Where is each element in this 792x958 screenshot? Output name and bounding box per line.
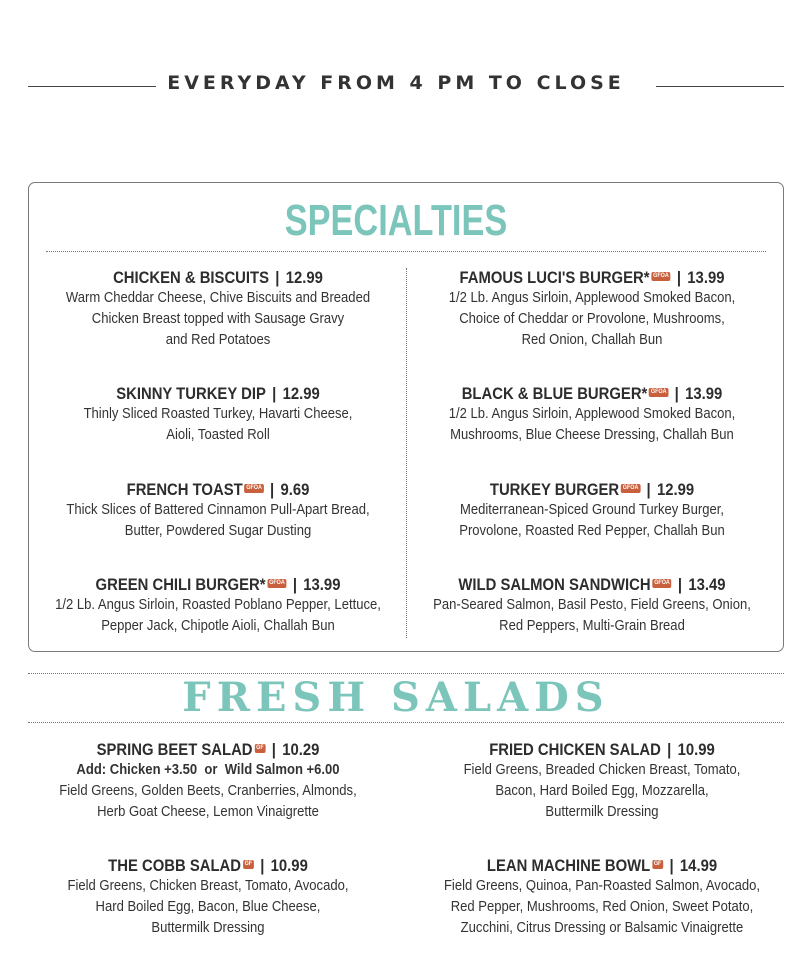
gf-badge: GF bbox=[653, 861, 662, 867]
hours-banner: EVERYDAY FROM 4 PM TO CLOSE bbox=[167, 72, 625, 94]
menu-item-famous-lucis-burger: FAMOUS LUCI'S BURGER* GFOA | 13.99 1/2 Lb. Angus Sirloin, Applewood Smoked Bacon, Choice of Cheddar or Provolone, Mushrooms, Red Onion, Challah Bun bbox=[448, 269, 736, 348]
menu-item-skinny-turkey-dip: SKINNY TURKEY DIP | 12.99 Thinly Sliced Roasted Turkey, Havarti Cheese, Aioli, Toasted Roll bbox=[83, 385, 353, 443]
gf-badge: GF bbox=[244, 861, 253, 867]
menu-item-green-chili-burger: GREEN CHILI BURGER* GFOA | 13.99 1/2 Lb. Angus Sirloin, Roasted Poblano Pepper, Lettuce, Pepper Jack, Chipotle Aioli, Challah Bun bbox=[55, 576, 381, 634]
specialties-title-divider bbox=[46, 251, 766, 252]
menu-item-black-blue-burger: BLACK & BLUE BURGER* GFOA | 13.99 1/2 Lb. Angus Sirloin, Applewood Smoked Bacon, Mushrooms, Blue Cheese Dressing, Challah Bun bbox=[448, 385, 736, 443]
specialties-title: SPECIALTIES bbox=[284, 196, 508, 245]
gfoa-badge: GFOA bbox=[654, 580, 670, 586]
gfoa-badge: GFOA bbox=[650, 389, 667, 395]
menu-item-french-toast: FRENCH TOAST GFOA | 9.69 Thick Slices of Battered Cinnamon Pull-Apart Bread, Butter, Powdered Sugar Dusting bbox=[66, 481, 370, 539]
salads-bottom-divider bbox=[28, 722, 784, 723]
gfoa-badge: GFOA bbox=[622, 485, 639, 491]
header-rule-right bbox=[656, 86, 784, 87]
menu-item-wild-salmon-sandwich: WILD SALMON SANDWICH GFOA | 13.49 Pan-Seared Salmon, Basil Pesto, Field Greens, Onion, Red Peppers, Multi-Grain Bread bbox=[433, 576, 751, 634]
menu-item-spring-beet-salad: SPRING BEET SALAD GF | 10.29 Add: Chicken +3.50 or Wild Salmon +6.00 Field Greens, Golden Beets, Cranberries, Almonds, Herb Goat Cheese, Lemon Vinaigrette bbox=[18, 740, 398, 823]
menu-item-turkey-burger: TURKEY BURGER GFOA | 12.99 Mediterranean-Spiced Ground Turkey Burger, Provolone, Roasted Red Pepper, Challah Bun bbox=[459, 481, 725, 539]
gfoa-badge: GFOA bbox=[653, 273, 669, 279]
gfoa-badge: GFOA bbox=[269, 580, 285, 586]
menu-item-cobb-salad: THE COBB SALAD GF | 10.99 Field Greens, Chicken Breast, Tomato, Avocado, Hard Boiled Egg, Bacon, Blue Cheese, Buttermilk Dressing bbox=[67, 857, 349, 936]
addon-options: Add: Chicken +3.50 or Wild Salmon +6.00 bbox=[76, 762, 340, 778]
menu-item-fried-chicken-salad: FRIED CHICKEN SALAD | 10.99 Field Greens, Breaded Chicken Breast, Tomato, Bacon, Hard Boiled Egg, Mozzarella, Buttermilk Dressing bbox=[463, 741, 741, 820]
gfoa-badge: GFOA bbox=[246, 485, 262, 491]
gf-badge: GF bbox=[256, 745, 264, 751]
menu-item-chicken-biscuits: CHICKEN & BISCUITS | 12.99 Warm Cheddar Cheese, Chive Biscuits and Breaded Chicken Breast topped with Sausage Gravy and Red Potatoes bbox=[65, 269, 371, 348]
menu-item-lean-machine-bowl: LEAN MACHINE BOWL GF | 14.99 Field Greens, Quinoa, Pan-Roasted Salmon, Avocado, Red Pepper, Mushrooms, Red Onion, Sweet Potato, Zucchini, Citrus Dressing or Balsamic Vinaigrette bbox=[443, 857, 761, 936]
salads-title: FRESH SALADS bbox=[182, 674, 610, 721]
